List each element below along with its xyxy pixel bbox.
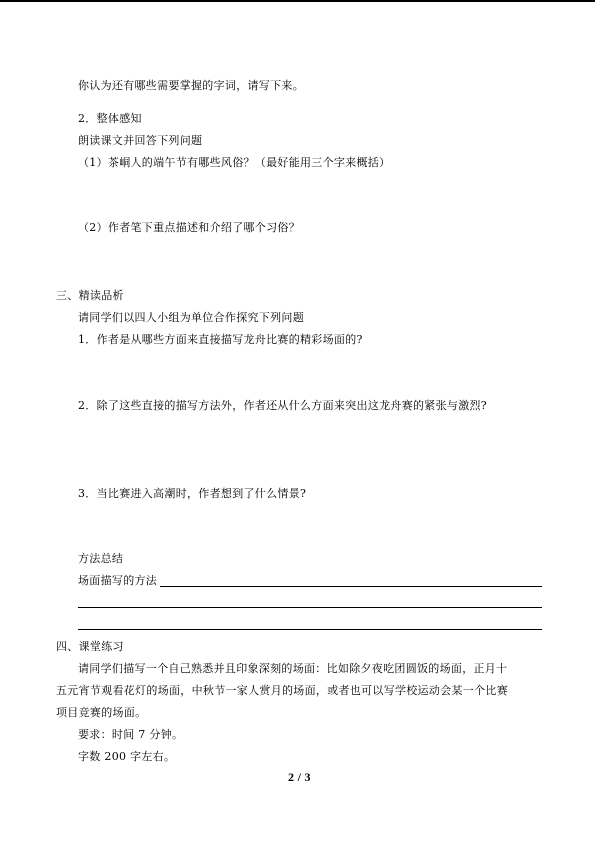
write-words-prompt: 你认为还有哪些需要掌握的字词，请写下来。	[78, 79, 304, 92]
page-number: 2 / 3	[288, 770, 311, 784]
section-4-heading: 四、课堂练习	[56, 640, 124, 653]
section-2-heading: 2．整体感知	[78, 112, 142, 125]
requirement-words: 字数 200 字左右。	[78, 750, 176, 763]
exercise-line-1: 请同学们描写一个自己熟悉并且印象深刻的场面：比如除夕夜吃团圆饭的场面，正月十	[78, 662, 508, 675]
question-3-2: 2．除了这些直接的描写方法外，作者还从什么方面来突出这龙舟赛的紧张与激烈?	[78, 399, 487, 412]
answer-line-2	[78, 607, 542, 608]
answer-line-3	[78, 629, 542, 630]
top-border-rule	[0, 0, 595, 2]
exercise-line-3: 项目竞赛的场面。	[56, 706, 147, 719]
section-2-intro: 朗读课文并回答下列问题	[78, 134, 203, 147]
scene-method-label: 场面描写的方法	[78, 574, 158, 587]
exercise-line-2: 五元宵节观看花灯的场面，中秋节一家人赏月的场面，或者也可以写学校运动会某一个比赛	[56, 684, 508, 697]
section-3-heading: 三、精读品析	[56, 289, 124, 302]
requirement-time: 要求：时间 7 分钟。	[78, 728, 184, 741]
question-2-1: （1）茶峒人的端午节有哪些风俗？（最好能用三个字来概括）	[78, 156, 391, 169]
question-3-1: 1．作者是从哪些方面来直接描写龙舟比赛的精彩场面的?	[78, 333, 363, 346]
question-3-3: 3．当比赛进入高潮时，作者想到了什么情景?	[78, 487, 307, 500]
answer-line-1	[160, 586, 542, 587]
method-summary-label: 方法总结	[78, 552, 124, 565]
question-2-2: （2）作者笔下重点描述和介绍了哪个习俗？	[78, 221, 300, 234]
section-3-intro: 请同学们以四人小组为单位合作探究下列问题	[78, 311, 304, 324]
